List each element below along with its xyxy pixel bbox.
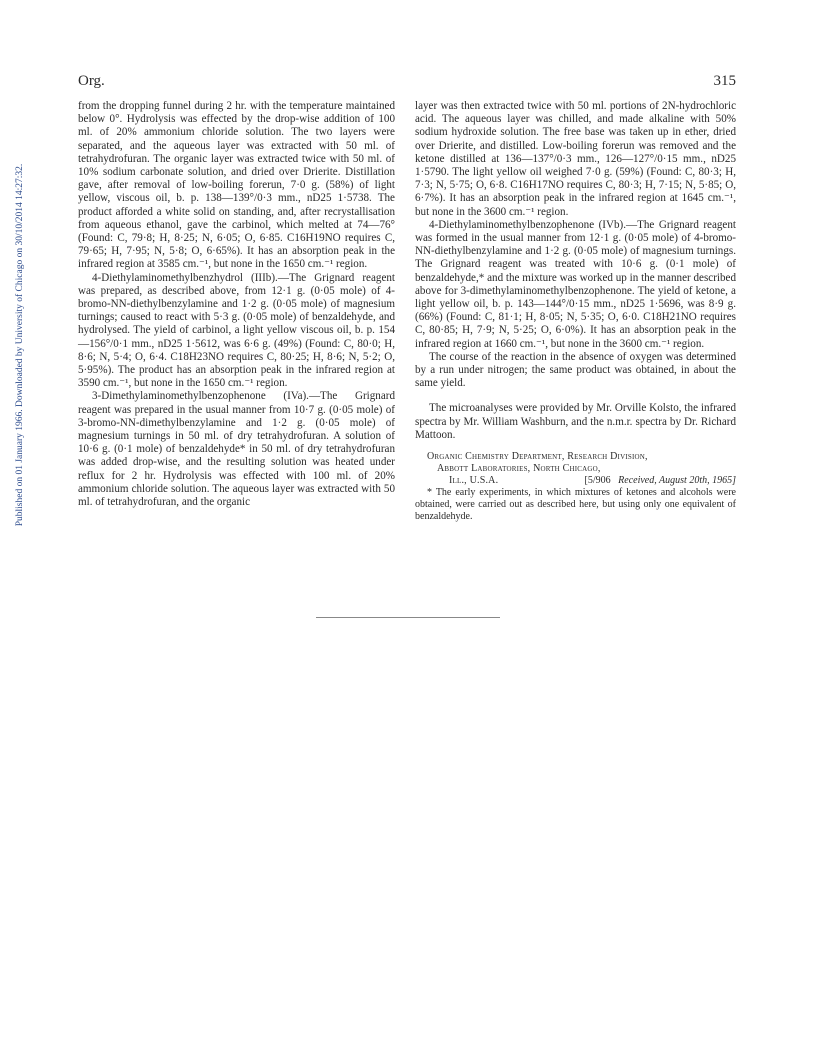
affiliation-block — [415, 451, 736, 487]
paragraph-ketone-workup: layer was then extracted twice with 50 ml. portions of 2N-hydrochloric acid. The aqueous layer was chilled, and made alkaline with 50% sodium hydroxide solution. The free base was taken up in ether, dried over Drierite, and distilled. Low-boiling forerun was removed and the ketone distilled at 136—137°/0·3 mm., 126—127°/0·15 mm., nD25 1·5790. The light yellow oil weighed 7·0 g. (59%) (Found: C, 80·3; H, 7·3; N, 5·75; O, 6·8. C16H17NO requires C, 80·3; H, 7·15; N, 5·85; O, 6·7%). It has an absorption peak in the infrared region at 1645 cm.⁻¹, but none in the 3600 cm.⁻¹ region. — [415, 100, 736, 218]
paragraph-benzhydrol-iiib: 4-Diethylaminomethylbenzhydrol (IIIb).—The Grignard reagent was prepared, as described above, from 12·1 g. (0·05 mole) of 4-bromo-NN-diethylbenzylamine and 1·2 g. (0·05 mole) of magnesium turnings; caused to react with 5·3 g. (0·05 mole) of benzaldehyde, and hydrolysed. The yield of carbinol, a light yellow viscous oil, b. p. 154—156°/0·1 mm., nD25 1·5612, was 6·6 g. (49%) (Found: C, 80·0; H, 8·6; N, 5·4; O, 6·4. C18H23NO requires C, 80·25; H, 8·6; N, 5·2; O, 5·95%). The product has an absorption peak in the infrared region at 3590 cm.⁻¹, but none in the 1650 cm.⁻¹ region. — [78, 271, 395, 390]
download-notice-text: Published on 01 January 1966. Downloaded by University of Chicago on 30/10/2014 14:27:32. — [15, 163, 25, 527]
affiliation-department: Organic Chemistry Department, Research Division, — [427, 451, 648, 463]
end-rule — [316, 617, 500, 618]
left-column — [78, 100, 395, 509]
page-number: 315 — [713, 73, 736, 89]
paragraph-benzophenone-ivb: 4-Diethylaminomethylbenzophenone (IVb).—The Grignard reagent was formed in the usual manner from 12·1 g. (0·05 mole) of 4-bromo-NN-diethylbenzylamine and 1·2 g. (0·05 mole) of magnesium turnings. The Grignard reagent was treated with 10·6 g. (0·1 mole) of benzaldehyde,* and the mixture was worked up in the manner described above for 3-dimethylaminomethylbenzophenone. The yield of ketone, a light yellow oil, b. p. 143—144°/0·15 mm., nD25 1·5696, was 8·9 g. (66%) (Found: C, 81·1; H, 8·05; N, 5·35; O, 6·0. C18H21NO requires C, 80·85; H, 7·9; N, 5·25; O, 6·0%). It has an absorption peak in the infrared region at 1660 cm.⁻¹, but none in the 3600 cm.⁻¹ region. — [415, 218, 736, 350]
footnote: * The early experiments, in which mixtures of ketones and alcohols were obtained, were carried out as described here, but using only one equivalent of benzaldehyde. — [415, 487, 736, 522]
acknowledgements: The microanalyses were provided by Mr. Orville Kolsto, the infrared spectra by Mr. William Washburn, and the n.m.r. spectra by Dr. Richard Mattoon. — [415, 402, 736, 441]
right-column — [415, 100, 736, 522]
received-line — [585, 475, 736, 487]
paragraph-benzophenone-iva: 3-Dimethylaminomethylbenzophenone (IVa).—The Grignard reagent was prepared in the usual manner from 10·7 g. (0·05 mole) of 3-bromo-NN-dimethylbenzylamine and 1·2 g. (0·05 mole) of magnesium turnings in 50 ml. of dry tetrahydrofuran. A solution of 10·6 g. (0·1 mole) of benzaldehyde* in 50 ml. of dry tetrahydrofuran was added drop-wise, and the resulting solution was heated under reflux for 2 hr. Hydrolysis was effected with 100 ml. of 20% ammonium chloride solution. The aqueous layer was extracted with 50 ml. of tetrahydrofuran, and the organic — [78, 390, 395, 509]
download-notice-sidebar — [10, 40, 24, 660]
paragraph-nitrogen-run: The course of the reaction in the absence of oxygen was determined by a run under nitrogen; the same product was obtained, in about the same yield. — [415, 350, 736, 390]
affiliation-location-line — [415, 475, 736, 487]
paragraph-carbinol-prep: from the dropping funnel during 2 hr. with the temperature maintained below 0°. Hydrolysis was effected by the drop-wise addition of 100 ml. of 20% ammonium chloride solution. The two layers were separated, and the aqueous layer was extracted with 50 ml. of tetrahydrofuran. The organic layer was extracted twice with 50 ml. of 10% sodium carbonate solution, and dried over Drierite. Distillation gave, after removal of low-boiling forerun, 7·0 g. (58%) of light yellow, viscous oil, b. p. 138—139°/0·3 mm., nD25 1·5738. The product afforded a white solid on standing, and, after recrystallisation from aqueous ethanol, gave the carbinol, which melted at 74—76° (Found: C, 79·8; H, 8·25; N, 6·05; O, 6·85. C16H19NO requires C, 79·65; H, 7·95; N, 5·8; O, 6·65%). It has an absorption peak in the infrared region at 3585 cm.⁻¹, but none in the 1650 cm.⁻¹ region. — [78, 100, 395, 271]
page-header — [78, 73, 736, 93]
manuscript-reference: [5/906 — [584, 475, 611, 487]
received-date: Received, August 20th, 1965] — [618, 475, 736, 487]
affiliation-location: Ill., U.S.A. — [449, 475, 499, 487]
affiliation-institution: Abbott Laboratories, North Chicago, — [437, 463, 601, 475]
journal-section-label: Org. — [78, 73, 105, 89]
